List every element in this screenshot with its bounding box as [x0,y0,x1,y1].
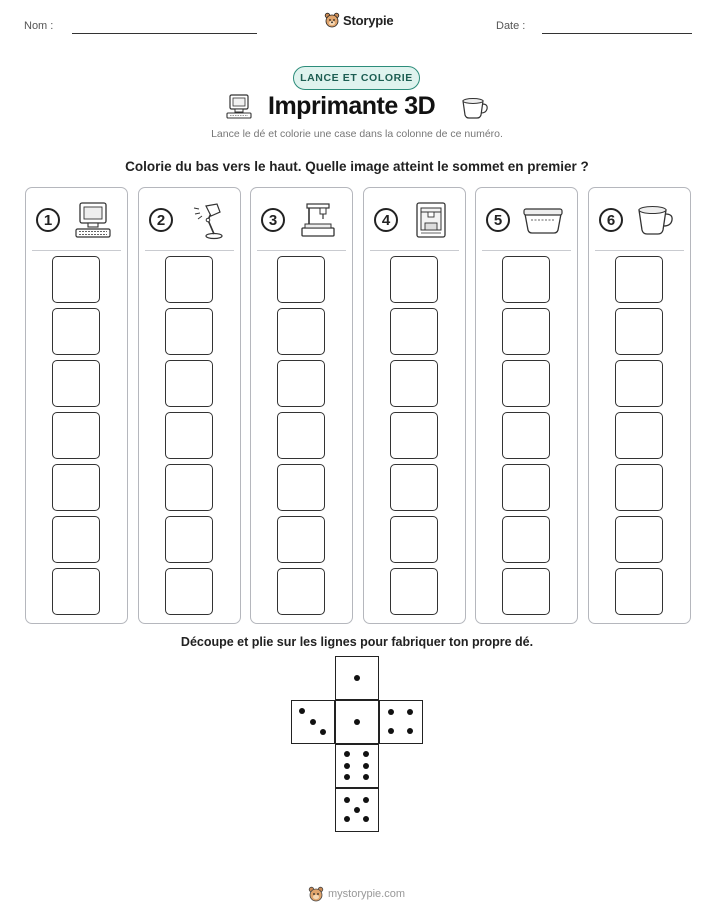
column-6 [588,187,691,624]
column-header [26,188,127,250]
color-box[interactable] [390,412,438,459]
dice-pip [310,719,316,725]
column-number: 6 [599,208,623,232]
color-box[interactable] [615,516,663,563]
column-divider [370,250,459,251]
bear-icon [324,12,340,28]
color-box[interactable] [502,360,550,407]
dice-pip [344,763,350,769]
dice-pip [299,708,305,714]
dice-pip [407,728,413,734]
color-box[interactable] [52,256,100,303]
column-number: 5 [486,208,510,232]
color-box[interactable] [502,516,550,563]
color-box[interactable] [277,360,325,407]
column-header [589,188,690,250]
dice-pip [354,675,360,681]
color-box[interactable] [165,360,213,407]
color-box[interactable] [165,412,213,459]
color-box[interactable] [615,568,663,615]
dice-face-3[interactable] [291,700,335,744]
dice-pip [354,807,360,813]
color-box[interactable] [277,256,325,303]
column-divider [482,250,571,251]
cup-icon [459,94,491,122]
column-1 [25,187,128,624]
color-box[interactable] [277,412,325,459]
dice-pip [388,709,394,715]
name-label: Nom : [24,20,54,32]
dice-face-1[interactable] [335,700,379,744]
column-number: 1 [36,208,60,232]
dice-pip [363,763,369,769]
color-box[interactable] [502,256,550,303]
column-divider [595,250,684,251]
dice-pip [344,797,350,803]
activity-badge: LANCE ET COLORIE [293,66,420,90]
column-5 [475,187,578,624]
dice-pip [363,751,369,757]
column-header [364,188,465,250]
computer-icon [71,200,115,240]
color-box[interactable] [165,308,213,355]
dice-pip [388,728,394,734]
color-box[interactable] [502,568,550,615]
color-box[interactable] [615,412,663,459]
color-box[interactable] [390,308,438,355]
dice-face-6[interactable] [335,744,379,788]
dice-pip [363,816,369,822]
color-box[interactable] [390,360,438,407]
container-icon [521,200,565,240]
cut-instruction: Découpe et plie sur les lignes pour fabriquer ton propre dé. [180,635,534,649]
dice-face-4[interactable] [379,700,423,744]
dice-pip [363,774,369,780]
column-number: 4 [374,208,398,232]
dice-pip [344,816,350,822]
dice-face-1[interactable] [335,656,379,700]
page-title: Imprimante 3D [268,92,436,120]
column-divider [257,250,346,251]
dice-pip [407,709,413,715]
desk-lamp-icon [184,200,228,240]
column-divider [145,250,234,251]
column-3 [250,187,353,624]
column-header [251,188,352,250]
printer-box-icon [409,200,453,240]
column-header [476,188,577,250]
title-row [0,90,714,128]
computer-icon [224,92,254,122]
color-box[interactable] [615,256,663,303]
dice-pip [320,729,326,735]
dice-pip [344,751,350,757]
dice-pip [344,774,350,780]
3d-printer-icon [296,200,340,240]
subtitle: Lance le dé et colorie une case dans la colonne de ce numéro. [211,128,503,140]
column-divider [32,250,121,251]
dice-pip [363,797,369,803]
dice-pip [354,719,360,725]
color-box[interactable] [390,464,438,511]
color-box[interactable] [390,568,438,615]
date-label: Date : [496,20,526,32]
color-box[interactable] [502,308,550,355]
brand-logo [324,12,393,28]
color-box[interactable] [52,308,100,355]
column-number: 3 [261,208,285,232]
color-box[interactable] [390,516,438,563]
brand-name: Storypie [343,12,394,28]
cup-icon [634,200,678,240]
color-box[interactable] [52,412,100,459]
color-box[interactable] [165,464,213,511]
name-line[interactable] [72,33,257,34]
color-box[interactable] [52,360,100,407]
color-box[interactable] [615,308,663,355]
color-box[interactable] [615,360,663,407]
footer-url[interactable]: mystorypie.com [328,888,406,900]
color-box[interactable] [165,516,213,563]
color-box[interactable] [615,464,663,511]
color-box[interactable] [52,516,100,563]
color-box[interactable] [502,464,550,511]
column-header [139,188,240,250]
column-2 [138,187,241,624]
color-box[interactable] [277,308,325,355]
date-line[interactable] [542,33,692,34]
dice-face-5[interactable] [335,788,379,832]
color-box[interactable] [390,256,438,303]
color-box[interactable] [277,464,325,511]
color-box[interactable] [165,568,213,615]
instruction: Colorie du bas vers le haut. Quelle image atteint le sommet en premier ? [125,159,589,174]
color-box[interactable] [52,568,100,615]
color-box[interactable] [165,256,213,303]
column-number: 2 [149,208,173,232]
color-box[interactable] [52,464,100,511]
bear-icon [308,886,324,902]
footer [308,886,405,902]
color-box[interactable] [277,516,325,563]
column-4 [363,187,466,624]
color-box[interactable] [277,568,325,615]
color-box[interactable] [502,412,550,459]
